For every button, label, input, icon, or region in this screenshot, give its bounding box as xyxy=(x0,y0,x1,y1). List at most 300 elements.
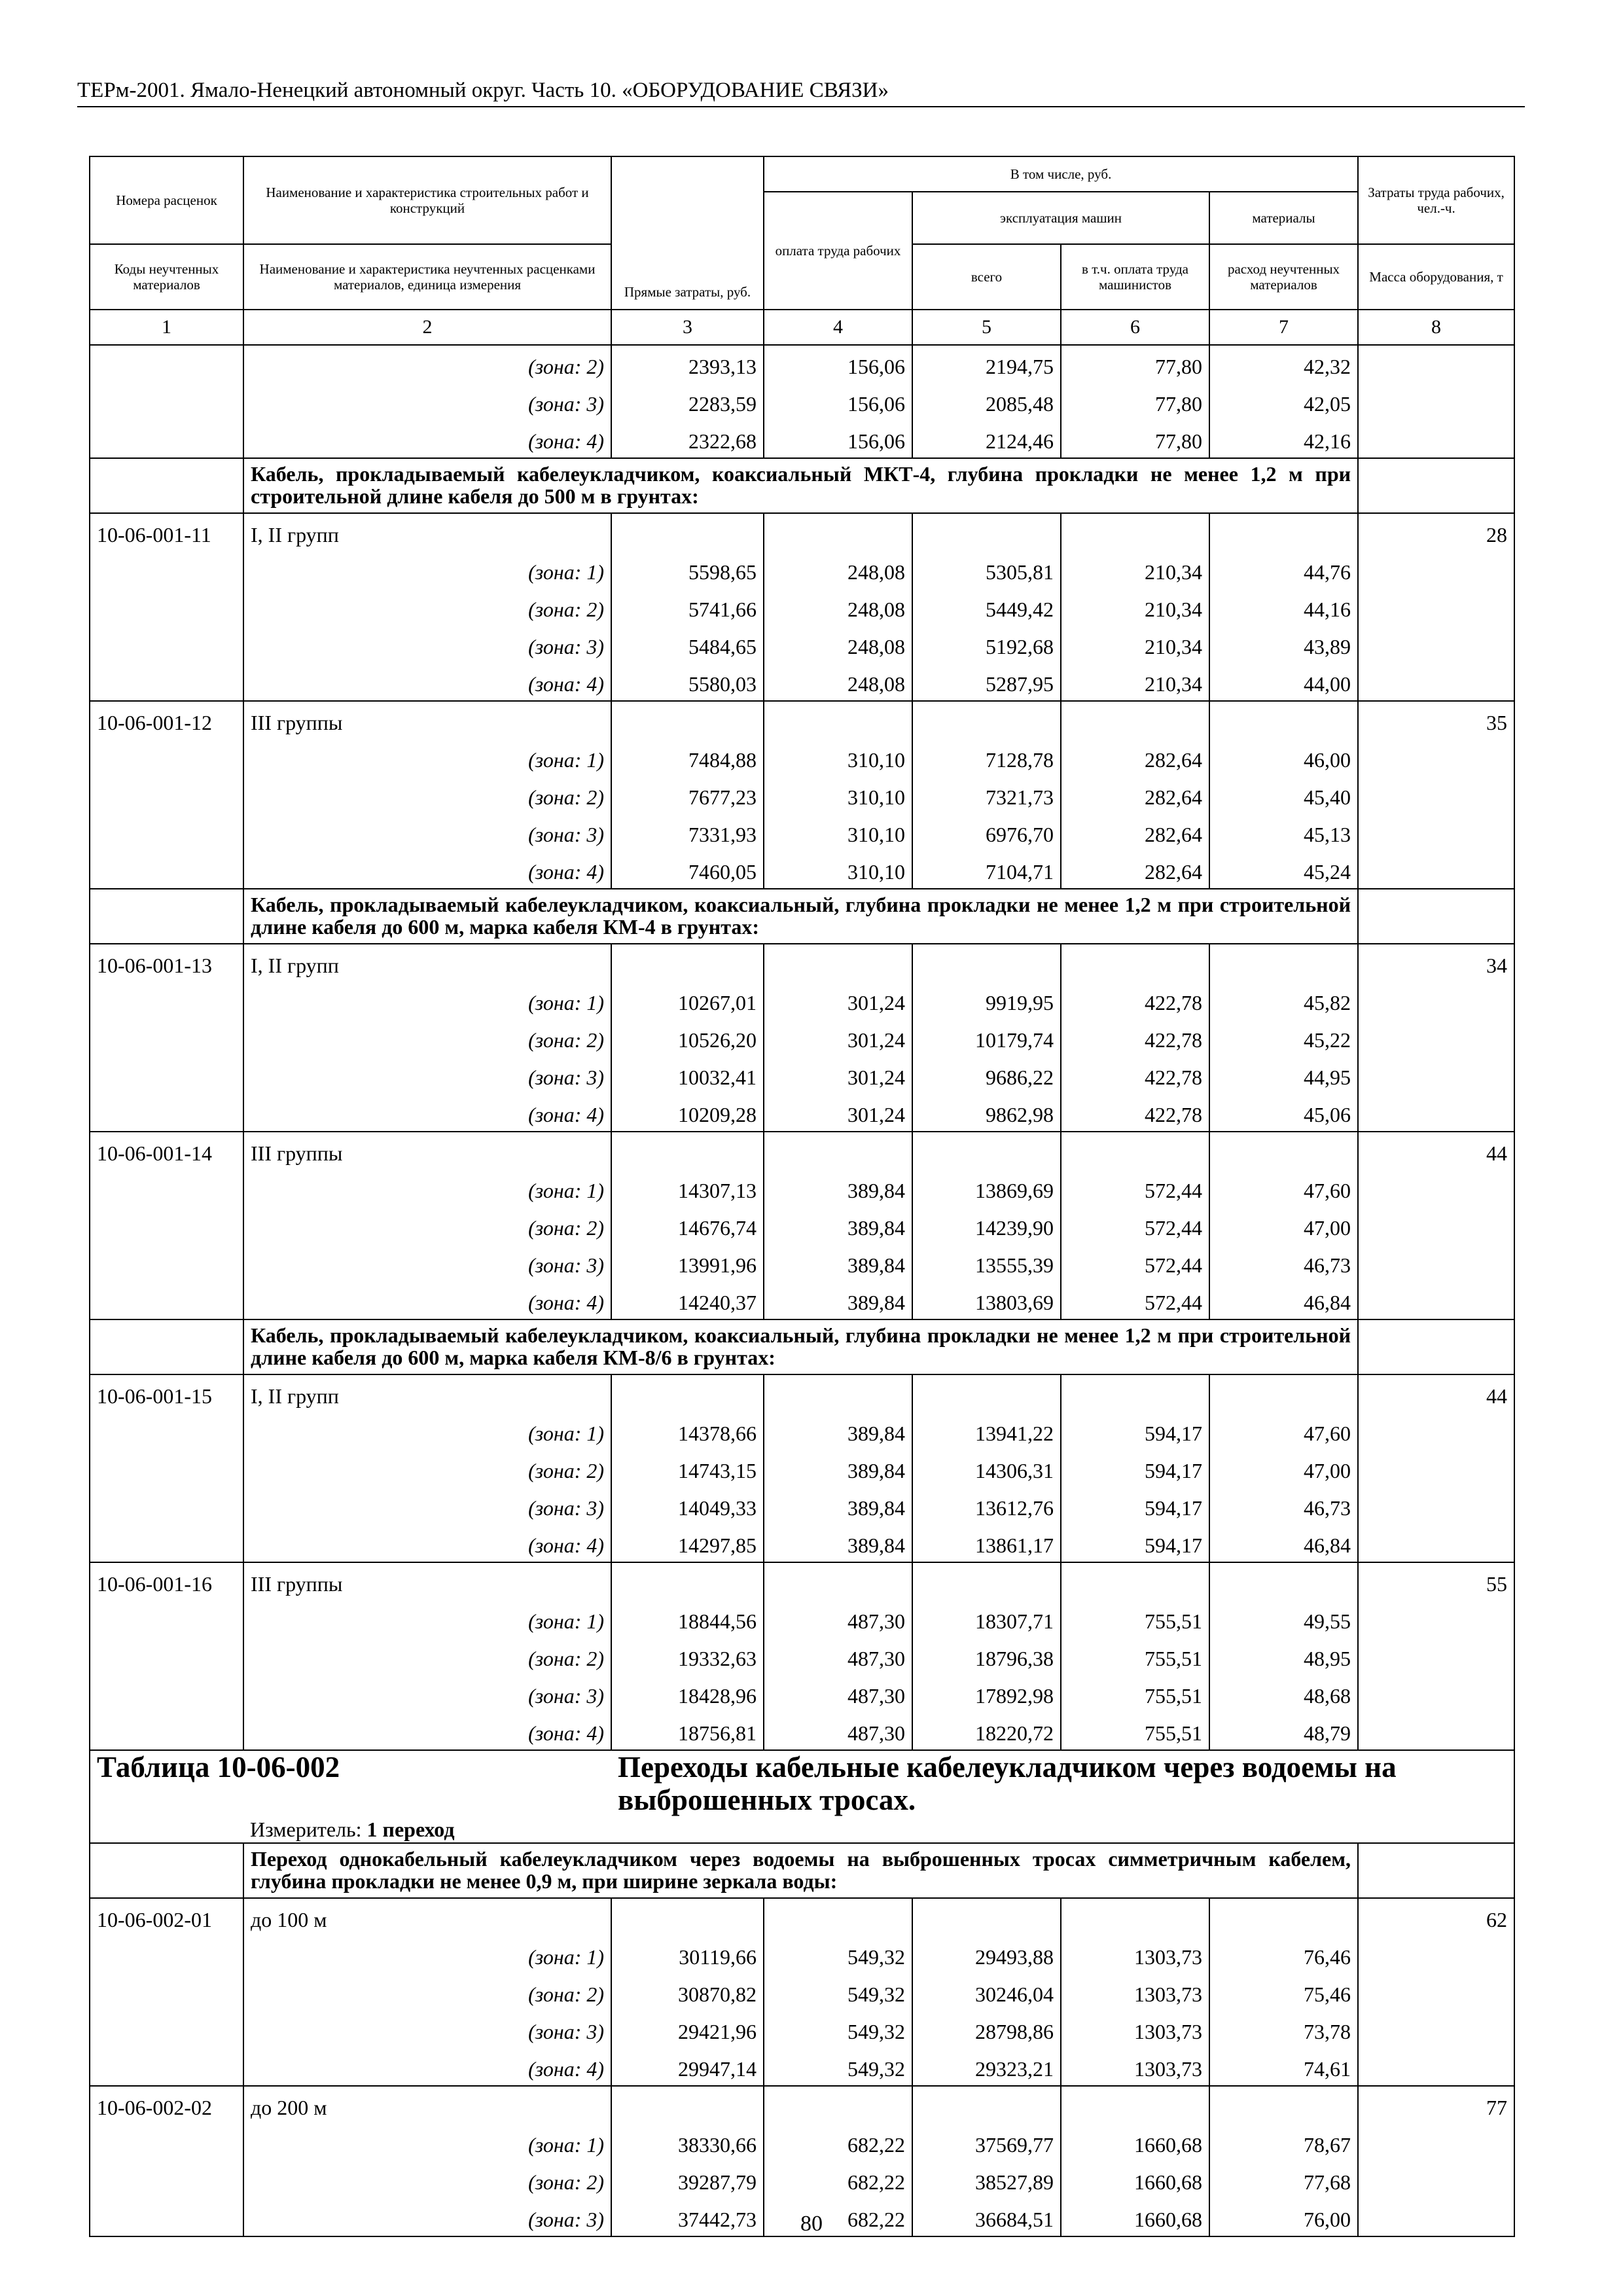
value-cell: 572,44 xyxy=(1061,1244,1209,1282)
labor-costs: 62 xyxy=(1358,1898,1514,1936)
zone-label: (зона: 2) xyxy=(243,345,611,383)
value-cell: 37442,73 xyxy=(611,2198,764,2236)
value-cell: 38527,89 xyxy=(912,2161,1061,2198)
zone-label: (зона: 2) xyxy=(243,1207,611,1244)
labor-cell xyxy=(1358,1487,1514,1524)
value-cell: 755,51 xyxy=(1061,1712,1209,1750)
value-cell: 42,05 xyxy=(1209,383,1358,420)
rate-row xyxy=(90,513,1514,551)
value-cell: 14743,15 xyxy=(611,1450,764,1487)
value-cell: 14240,37 xyxy=(611,1282,764,1319)
zone-row xyxy=(90,1056,1514,1094)
rate-code-cell xyxy=(90,1712,243,1750)
rate-code-cell xyxy=(90,1450,243,1487)
value-cell: 248,08 xyxy=(764,551,912,588)
labor-cell xyxy=(1358,551,1514,588)
zone-label: (зона: 3) xyxy=(243,2011,611,2048)
value-cell xyxy=(912,701,1061,739)
labor-cell xyxy=(1358,1936,1514,1973)
header-equipment-mass: Масса оборудования, т xyxy=(1358,244,1514,310)
rate-code-cell xyxy=(90,2161,243,2198)
value-cell xyxy=(1209,944,1358,982)
value-cell: 18428,96 xyxy=(611,1675,764,1712)
rate-code-cell xyxy=(90,2048,243,2086)
rate-name: III группы xyxy=(243,1562,611,1600)
value-cell xyxy=(1209,1898,1358,1936)
value-cell: 76,46 xyxy=(1209,1936,1358,1973)
value-cell xyxy=(611,1898,764,1936)
value-cell: 45,82 xyxy=(1209,982,1358,1019)
rate-row xyxy=(90,2086,1514,2124)
rate-code-cell xyxy=(90,1282,243,1319)
value-cell: 310,10 xyxy=(764,776,912,814)
value-cell xyxy=(611,944,764,982)
section-heading: Кабель, прокладываемый кабелеукладчиком, коаксиальный, глубина прокладки не менее 1,2 м при строительной длине кабеля до 600 м, марка кабеля КМ-8/6 в грунтах: xyxy=(243,1319,1358,1374)
value-cell: 1303,73 xyxy=(1061,1973,1209,2011)
value-cell: 5741,66 xyxy=(611,588,764,626)
value-cell: 5484,65 xyxy=(611,626,764,663)
value-cell: 389,84 xyxy=(764,1282,912,1319)
value-cell: 2124,46 xyxy=(912,420,1061,458)
value-cell: 310,10 xyxy=(764,814,912,851)
labor-costs: 77 xyxy=(1358,2086,1514,2124)
value-cell xyxy=(1209,1562,1358,1600)
value-cell: 29421,96 xyxy=(611,2011,764,2048)
table-name: Переходы кабельные кабелеукладчиком через водоемы на выброшенных тросах. xyxy=(611,1750,1514,1816)
value-cell: 248,08 xyxy=(764,663,912,701)
value-cell: 301,24 xyxy=(764,1094,912,1132)
value-cell xyxy=(1061,1562,1209,1600)
rate-row xyxy=(90,1374,1514,1412)
value-cell: 755,51 xyxy=(1061,1638,1209,1675)
rate-code-cell xyxy=(90,420,243,458)
value-cell: 46,84 xyxy=(1209,1524,1358,1562)
value-cell: 282,64 xyxy=(1061,776,1209,814)
column-number: 7 xyxy=(1209,310,1358,345)
labor-costs: 55 xyxy=(1358,1562,1514,1600)
value-cell: 487,30 xyxy=(764,1600,912,1638)
value-cell: 282,64 xyxy=(1061,814,1209,851)
value-cell: 5305,81 xyxy=(912,551,1061,588)
zone-row xyxy=(90,1019,1514,1056)
zone-label: (зона: 4) xyxy=(243,851,611,889)
value-cell: 77,80 xyxy=(1061,420,1209,458)
rate-code-cell xyxy=(90,1936,243,1973)
value-cell: 29493,88 xyxy=(912,1936,1061,1973)
zone-label: (зона: 2) xyxy=(243,588,611,626)
value-cell xyxy=(611,513,764,551)
value-cell: 13861,17 xyxy=(912,1524,1061,1562)
value-cell: 1303,73 xyxy=(1061,2011,1209,2048)
value-cell: 594,17 xyxy=(1061,1412,1209,1450)
rate-name: III группы xyxy=(243,701,611,739)
measure-unit-label: Измеритель: xyxy=(250,1818,367,1841)
value-cell: 44,76 xyxy=(1209,551,1358,588)
value-cell: 5598,65 xyxy=(611,551,764,588)
column-number: 1 xyxy=(90,310,243,345)
value-cell: 14378,66 xyxy=(611,1412,764,1450)
value-cell: 48,95 xyxy=(1209,1638,1358,1675)
rate-code: 10-06-002-02 xyxy=(90,2086,243,2124)
value-cell: 389,84 xyxy=(764,1244,912,1282)
empty-cell xyxy=(1358,1319,1514,1374)
value-cell: 39287,79 xyxy=(611,2161,764,2198)
value-cell: 77,80 xyxy=(1061,345,1209,383)
value-cell: 44,16 xyxy=(1209,588,1358,626)
value-cell: 18796,38 xyxy=(912,1638,1061,1675)
value-cell: 2393,13 xyxy=(611,345,764,383)
zone-label: (зона: 3) xyxy=(243,2198,611,2236)
value-cell: 422,78 xyxy=(1061,1056,1209,1094)
value-cell xyxy=(912,513,1061,551)
value-cell: 74,61 xyxy=(1209,2048,1358,2086)
value-cell: 156,06 xyxy=(764,420,912,458)
rate-code-cell xyxy=(90,345,243,383)
zone-label: (зона: 4) xyxy=(243,1712,611,1750)
rate-code-cell xyxy=(90,851,243,889)
value-cell: 1303,73 xyxy=(1061,2048,1209,2086)
zone-row xyxy=(90,1973,1514,2011)
value-cell: 310,10 xyxy=(764,851,912,889)
value-cell: 45,22 xyxy=(1209,1019,1358,1056)
zone-label: (зона: 2) xyxy=(243,2161,611,2198)
rate-code-cell xyxy=(90,2124,243,2161)
rate-code-cell xyxy=(90,551,243,588)
zone-label: (зона: 3) xyxy=(243,1056,611,1094)
section-heading: Кабель, прокладываемый кабелеукладчиком, коаксиальный МКТ-4, глубина прокладки не менее 1,2 м при строительной длине кабеля до 500 м в грунтах: xyxy=(243,458,1358,513)
rate-code-cell xyxy=(90,1973,243,2011)
value-cell: 572,44 xyxy=(1061,1207,1209,1244)
value-cell: 45,40 xyxy=(1209,776,1358,814)
header-total: всего xyxy=(912,244,1061,310)
zone-label: (зона: 4) xyxy=(243,1282,611,1319)
zone-label: (зона: 1) xyxy=(243,1170,611,1207)
value-cell: 78,67 xyxy=(1209,2124,1358,2161)
zone-row xyxy=(90,1244,1514,1282)
zone-row xyxy=(90,851,1514,889)
value-cell: 1660,68 xyxy=(1061,2161,1209,2198)
rate-code: 10-06-001-12 xyxy=(90,701,243,739)
zone-label: (зона: 4) xyxy=(243,2048,611,2086)
value-cell xyxy=(912,1374,1061,1412)
zone-row xyxy=(90,663,1514,701)
value-cell: 422,78 xyxy=(1061,1094,1209,1132)
zone-row xyxy=(90,1450,1514,1487)
rate-name: I, II групп xyxy=(243,944,611,982)
value-cell xyxy=(1061,701,1209,739)
zone-row xyxy=(90,2161,1514,2198)
column-number: 8 xyxy=(1358,310,1514,345)
value-cell xyxy=(611,1374,764,1412)
value-cell: 18220,72 xyxy=(912,1712,1061,1750)
value-cell: 1660,68 xyxy=(1061,2198,1209,2236)
zone-row xyxy=(90,1638,1514,1675)
value-cell xyxy=(1061,1132,1209,1170)
value-cell: 46,00 xyxy=(1209,739,1358,776)
value-cell xyxy=(611,2086,764,2124)
rate-code-cell xyxy=(90,1094,243,1132)
section-heading-row xyxy=(90,889,1514,944)
rate-code-cell xyxy=(90,1170,243,1207)
zone-label: (зона: 1) xyxy=(243,982,611,1019)
page-number: 80 xyxy=(800,2212,823,2236)
zone-label: (зона: 1) xyxy=(243,739,611,776)
value-cell: 42,32 xyxy=(1209,345,1358,383)
value-cell: 549,32 xyxy=(764,1973,912,2011)
labor-cell xyxy=(1358,1282,1514,1319)
zone-label: (зона: 2) xyxy=(243,1973,611,2011)
value-cell: 156,06 xyxy=(764,383,912,420)
value-cell: 755,51 xyxy=(1061,1600,1209,1638)
zone-label: (зона: 2) xyxy=(243,1019,611,1056)
section-heading-row xyxy=(90,458,1514,513)
value-cell: 389,84 xyxy=(764,1170,912,1207)
value-cell: 46,84 xyxy=(1209,1282,1358,1319)
zone-label: (зона: 4) xyxy=(243,1094,611,1132)
meter-row xyxy=(90,1816,1514,1843)
value-cell xyxy=(1061,513,1209,551)
rate-code-cell xyxy=(90,1675,243,1712)
zone-label: (зона: 4) xyxy=(243,420,611,458)
zone-row xyxy=(90,2124,1514,2161)
value-cell: 5287,95 xyxy=(912,663,1061,701)
value-cell: 76,00 xyxy=(1209,2198,1358,2236)
labor-costs: 28 xyxy=(1358,513,1514,551)
value-cell: 46,73 xyxy=(1209,1244,1358,1282)
zone-row xyxy=(90,383,1514,420)
labor-cell xyxy=(1358,1094,1514,1132)
value-cell: 77,68 xyxy=(1209,2161,1358,2198)
zone-row xyxy=(90,1170,1514,1207)
column-number: 3 xyxy=(611,310,764,345)
zone-row xyxy=(90,776,1514,814)
value-cell: 48,79 xyxy=(1209,1712,1358,1750)
value-cell: 73,78 xyxy=(1209,2011,1358,2048)
zone-row xyxy=(90,1600,1514,1638)
value-cell: 7104,71 xyxy=(912,851,1061,889)
value-cell: 487,30 xyxy=(764,1675,912,1712)
labor-cell xyxy=(1358,1170,1514,1207)
labor-cell xyxy=(1358,1712,1514,1750)
value-cell: 44,95 xyxy=(1209,1056,1358,1094)
table-title-row xyxy=(90,1750,1514,1816)
running-head: ТЕРм-2001. Ямало-Ненецкий автономный округ. Часть 10. «ОБОРУДОВАНИЕ СВЯЗИ» xyxy=(77,79,889,102)
value-cell: 422,78 xyxy=(1061,1019,1209,1056)
value-cell: 13612,76 xyxy=(912,1487,1061,1524)
value-cell: 5192,68 xyxy=(912,626,1061,663)
value-cell: 28798,86 xyxy=(912,2011,1061,2048)
rate-code-cell xyxy=(90,1207,243,1244)
value-cell xyxy=(764,1374,912,1412)
value-cell: 282,64 xyxy=(1061,851,1209,889)
value-cell xyxy=(912,2086,1061,2124)
zone-row xyxy=(90,1207,1514,1244)
zone-label: (зона: 1) xyxy=(243,1412,611,1450)
value-cell: 10267,01 xyxy=(611,982,764,1019)
rate-name: до 100 м xyxy=(243,1898,611,1936)
labor-cell xyxy=(1358,2161,1514,2198)
header-rule xyxy=(77,106,1525,107)
value-cell: 7460,05 xyxy=(611,851,764,889)
empty-cell xyxy=(90,458,243,513)
rate-code-cell xyxy=(90,2011,243,2048)
zone-label: (зона: 1) xyxy=(243,1936,611,1973)
rate-code-cell xyxy=(90,1019,243,1056)
labor-cell xyxy=(1358,588,1514,626)
empty-cell xyxy=(90,889,243,944)
value-cell xyxy=(764,944,912,982)
rate-code-cell xyxy=(90,1487,243,1524)
value-cell: 13941,22 xyxy=(912,1412,1061,1450)
value-cell: 14306,31 xyxy=(912,1450,1061,1487)
value-cell: 310,10 xyxy=(764,739,912,776)
value-cell: 36684,51 xyxy=(912,2198,1061,2236)
rate-code-cell xyxy=(90,588,243,626)
rate-code-cell xyxy=(90,1600,243,1638)
zone-label: (зона: 3) xyxy=(243,814,611,851)
value-cell xyxy=(912,1562,1061,1600)
header-direct-costs: Прямые затраты, руб. xyxy=(611,156,764,310)
value-cell: 13991,96 xyxy=(611,1244,764,1282)
value-cell xyxy=(764,1898,912,1936)
section-heading-row xyxy=(90,1319,1514,1374)
value-cell: 301,24 xyxy=(764,1019,912,1056)
zone-label: (зона: 3) xyxy=(243,383,611,420)
value-cell: 17892,98 xyxy=(912,1675,1061,1712)
value-cell xyxy=(611,1132,764,1170)
zone-label: (зона: 1) xyxy=(243,551,611,588)
value-cell xyxy=(1209,1374,1358,1412)
value-cell: 14307,13 xyxy=(611,1170,764,1207)
header-operator-pay: в т.ч. оплата труда машинистов xyxy=(1061,244,1209,310)
value-cell xyxy=(611,1562,764,1600)
header-materials: материалы xyxy=(1209,192,1358,244)
zone-row xyxy=(90,1094,1514,1132)
rate-code-cell xyxy=(90,1244,243,1282)
value-cell xyxy=(764,1562,912,1600)
value-cell xyxy=(1061,2086,1209,2124)
zone-row xyxy=(90,1412,1514,1450)
rate-name: I, II групп xyxy=(243,513,611,551)
value-cell: 210,34 xyxy=(1061,551,1209,588)
zone-row xyxy=(90,1675,1514,1712)
rate-code-cell xyxy=(90,663,243,701)
rate-code-cell xyxy=(90,1638,243,1675)
zone-row xyxy=(90,345,1514,383)
value-cell: 46,73 xyxy=(1209,1487,1358,1524)
zone-label: (зона: 2) xyxy=(243,776,611,814)
header-rate-numbers: Номера расценок xyxy=(90,156,243,244)
labor-cell xyxy=(1358,776,1514,814)
header-work-name: Наименование и характеристика строительных работ и конструкций xyxy=(243,156,611,244)
zone-label: (зона: 1) xyxy=(243,2124,611,2161)
zone-row xyxy=(90,2011,1514,2048)
header-codes-uncounted: Коды неучтенных материалов xyxy=(90,244,243,310)
value-cell: 45,24 xyxy=(1209,851,1358,889)
value-cell: 30246,04 xyxy=(912,1973,1061,2011)
value-cell: 75,46 xyxy=(1209,1973,1358,2011)
rate-code: 10-06-001-16 xyxy=(90,1562,243,1600)
value-cell: 43,89 xyxy=(1209,626,1358,663)
value-cell: 248,08 xyxy=(764,588,912,626)
value-cell: 47,60 xyxy=(1209,1412,1358,1450)
column-number: 2 xyxy=(243,310,611,345)
rate-code: 10-06-002-01 xyxy=(90,1898,243,1936)
section-heading-row xyxy=(90,1843,1514,1898)
value-cell: 10179,74 xyxy=(912,1019,1061,1056)
column-number: 4 xyxy=(764,310,912,345)
labor-cell xyxy=(1358,814,1514,851)
value-cell: 7321,73 xyxy=(912,776,1061,814)
zone-label: (зона: 3) xyxy=(243,1675,611,1712)
rate-row xyxy=(90,1562,1514,1600)
value-cell xyxy=(1209,513,1358,551)
zone-row xyxy=(90,420,1514,458)
value-cell: 389,84 xyxy=(764,1524,912,1562)
value-cell xyxy=(912,944,1061,982)
value-cell xyxy=(764,513,912,551)
column-numbers-row xyxy=(90,310,1514,345)
value-cell: 549,32 xyxy=(764,2011,912,2048)
zone-label: (зона: 3) xyxy=(243,1244,611,1282)
value-cell: 682,22 xyxy=(764,2124,912,2161)
value-cell: 29947,14 xyxy=(611,2048,764,2086)
rate-code-cell xyxy=(90,1412,243,1450)
value-cell: 755,51 xyxy=(1061,1675,1209,1712)
value-cell xyxy=(764,2086,912,2124)
value-cell: 210,34 xyxy=(1061,663,1209,701)
rate-name: до 200 м xyxy=(243,2086,611,2124)
rate-row xyxy=(90,944,1514,982)
rate-code: 10-06-001-15 xyxy=(90,1374,243,1412)
zone-row xyxy=(90,1282,1514,1319)
value-cell: 10209,28 xyxy=(611,1094,764,1132)
empty-cell xyxy=(1358,889,1514,944)
value-cell: 248,08 xyxy=(764,626,912,663)
section-heading: Кабель, прокладываемый кабелеукладчиком, коаксиальный, глубина прокладки не менее 1,2 м при строительной длине кабеля до 600 м, марка кабеля КМ-4 в грунтах: xyxy=(243,889,1358,944)
value-cell: 682,22 xyxy=(764,2198,912,2236)
value-cell: 13803,69 xyxy=(912,1282,1061,1319)
value-cell: 389,84 xyxy=(764,1487,912,1524)
value-cell xyxy=(1209,2086,1358,2124)
empty-cell xyxy=(90,1816,243,1843)
value-cell: 10526,20 xyxy=(611,1019,764,1056)
rate-name: I, II групп xyxy=(243,1374,611,1412)
value-cell: 42,16 xyxy=(1209,420,1358,458)
zone-row xyxy=(90,2048,1514,2086)
value-cell: 594,17 xyxy=(1061,1450,1209,1487)
value-cell: 38330,66 xyxy=(611,2124,764,2161)
table-label: Таблица 10-06-002 xyxy=(90,1750,611,1816)
header-labor-costs: Затраты труда рабочих, чел.-ч. xyxy=(1358,156,1514,244)
rate-code-cell xyxy=(90,814,243,851)
labor-cell xyxy=(1358,2048,1514,2086)
value-cell: 389,84 xyxy=(764,1450,912,1487)
value-cell: 282,64 xyxy=(1061,739,1209,776)
zone-label: (зона: 3) xyxy=(243,626,611,663)
labor-cell xyxy=(1358,383,1514,420)
zone-label: (зона: 2) xyxy=(243,1638,611,1675)
zone-row xyxy=(90,1487,1514,1524)
rate-row xyxy=(90,1898,1514,1936)
value-cell: 594,17 xyxy=(1061,1487,1209,1524)
labor-cell xyxy=(1358,1600,1514,1638)
header-name-uncounted: Наименование и характеристика неучтенных расценками материалов, единица измерения xyxy=(243,244,611,310)
zone-row xyxy=(90,588,1514,626)
measure-unit xyxy=(243,1816,1514,1843)
value-cell: 30870,82 xyxy=(611,1973,764,2011)
zone-label: (зона: 2) xyxy=(243,1450,611,1487)
